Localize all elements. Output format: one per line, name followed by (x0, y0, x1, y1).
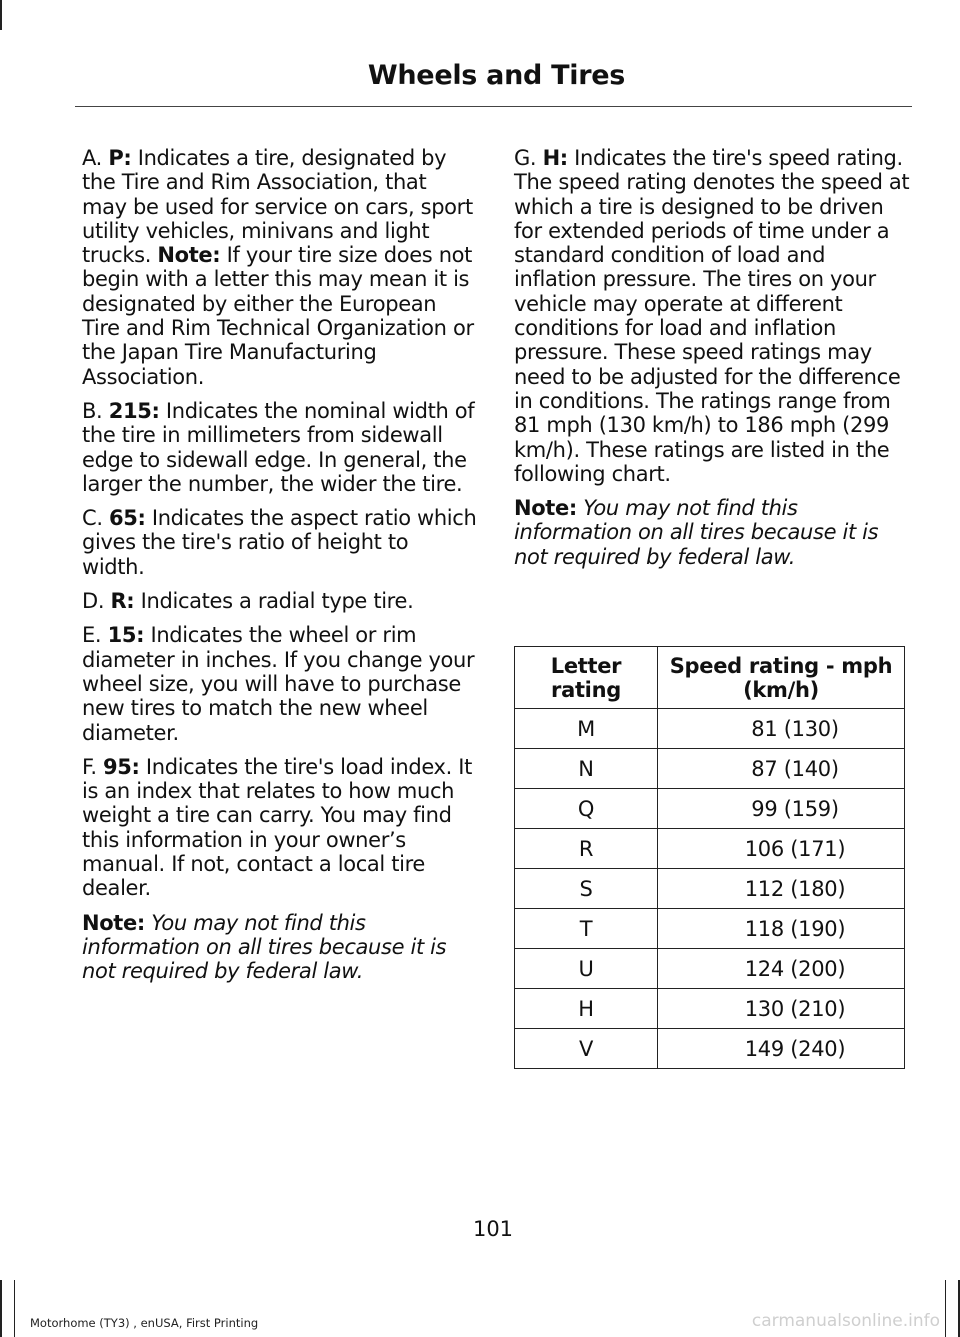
letter-rating-cell: R (515, 829, 658, 869)
header-divider (75, 106, 912, 107)
speed-rating-table (514, 646, 905, 1069)
table-row (515, 949, 905, 989)
speed-rating-cell: 149 (240) (658, 1029, 905, 1069)
speed-rating-cell: 99 (159) (658, 789, 905, 829)
left-note (82, 911, 477, 984)
speed-rating-cell: 118 (190) (658, 909, 905, 949)
table-row (515, 709, 905, 749)
table-row (515, 749, 905, 789)
speed-rating-cell: 124 (200) (658, 949, 905, 989)
footer-text: Motorhome (TY3) , enUSA, First Printing (30, 1316, 259, 1330)
speed-rating-cell: 112 (180) (658, 869, 905, 909)
left-column (82, 146, 477, 994)
letter-rating-cell: Q (515, 789, 658, 829)
paragraph-a: A. P: Indicates a tire, designated by the Tire and Rim Association, that may be used for service on cars, sport utility vehicles, minivans and light trucks. Note: If your tire size does not begin with a letter this may mean it is designated by either the European Tire and Rim Technical Organization or the Japan Tire Manufacturing Association. (82, 146, 474, 389)
code-label: R: (110, 589, 135, 614)
paragraph-d: D. R: Indicates a radial type tire. (82, 589, 414, 614)
paragraph-g: G. H: Indicates the tire's speed rating. The speed rating denotes the speed at which a tire is designed to be driven for extended periods of time under a standard condition of load and inflation pressure. The tires on your vehicle may operate at different conditions for load and inflation pressure. These speed ratings may need to be adjusted for the difference in conditions. The ratings range from 81 mph (130 km/h) to 186 mph (299 km/h). These ratings are listed in the following chart. (514, 146, 910, 486)
letter-rating-cell: H (515, 989, 658, 1029)
letter-rating-cell: M (515, 709, 658, 749)
code-label: 95: (103, 754, 140, 779)
code-label: 215: (108, 398, 160, 423)
code-label: 15: (107, 623, 145, 648)
paragraph-c: C. 65: Indicates the aspect ratio which gives the tire's ratio of height to width. (82, 506, 477, 579)
table-body (515, 709, 905, 1069)
code-label: 65: (108, 506, 146, 531)
table-row (515, 909, 905, 949)
page-title: Wheels and Tires (367, 60, 625, 91)
right-note (514, 496, 912, 569)
letter-rating-cell: N (515, 749, 658, 789)
crop-mark (0, 0, 2, 30)
table-row (515, 789, 905, 829)
table-header-row (515, 647, 905, 709)
letter-rating-cell: S (515, 869, 658, 909)
paragraph-b: B. 215: Indicates the nominal width of the tire in millimeters from sidewall edge to sidewall edge. In general, the larger the number, the wider the tire. (82, 398, 475, 496)
speed-rating-cell: 130 (210) (658, 989, 905, 1029)
note-label: Note: (157, 243, 221, 268)
column-header-letter-rating: Letter rating (515, 647, 658, 709)
note-label: Note: (82, 910, 145, 935)
paragraph-f: F. 95: Indicates the tire's load index. It is an index that relates to how much weight a tire can carry. You may find this information in your owner’s manual. If not, contact a local tire dealer. (82, 754, 472, 901)
code-label: P: (108, 146, 132, 170)
speed-rating-cell: 81 (130) (658, 709, 905, 749)
code-label: H: (542, 146, 568, 170)
watermark: carmanualsonline.info (751, 1311, 940, 1331)
note-text: You may not find this information on all tires because it is not required by federal law. (82, 910, 447, 984)
table-row (515, 989, 905, 1029)
note-label: Note: (514, 496, 577, 521)
speed-rating-cell: 87 (140) (658, 749, 905, 789)
column-header-speed-rating: Speed rating - mph (km/h) (658, 647, 905, 709)
crop-mark (14, 1280, 15, 1337)
letter-rating-cell: T (515, 909, 658, 949)
note-text: You may not find this information on all tires because it is not required by federal law. (514, 496, 879, 569)
speed-rating-cell: 106 (171) (658, 829, 905, 869)
page-number: 101 (472, 1217, 514, 1241)
paragraph-e: E. 15: Indicates the wheel or rim diameter in inches. If you change your wheel size, you will have to purchase new tires to match the new wheel diameter. (82, 623, 475, 745)
letter-rating-cell: U (515, 949, 658, 989)
crop-mark (0, 1280, 2, 1337)
table-row (515, 869, 905, 909)
right-column (514, 146, 912, 579)
crop-mark (945, 1280, 946, 1337)
table-row (515, 829, 905, 869)
table-row (515, 1029, 905, 1069)
letter-rating-cell: V (515, 1029, 658, 1069)
